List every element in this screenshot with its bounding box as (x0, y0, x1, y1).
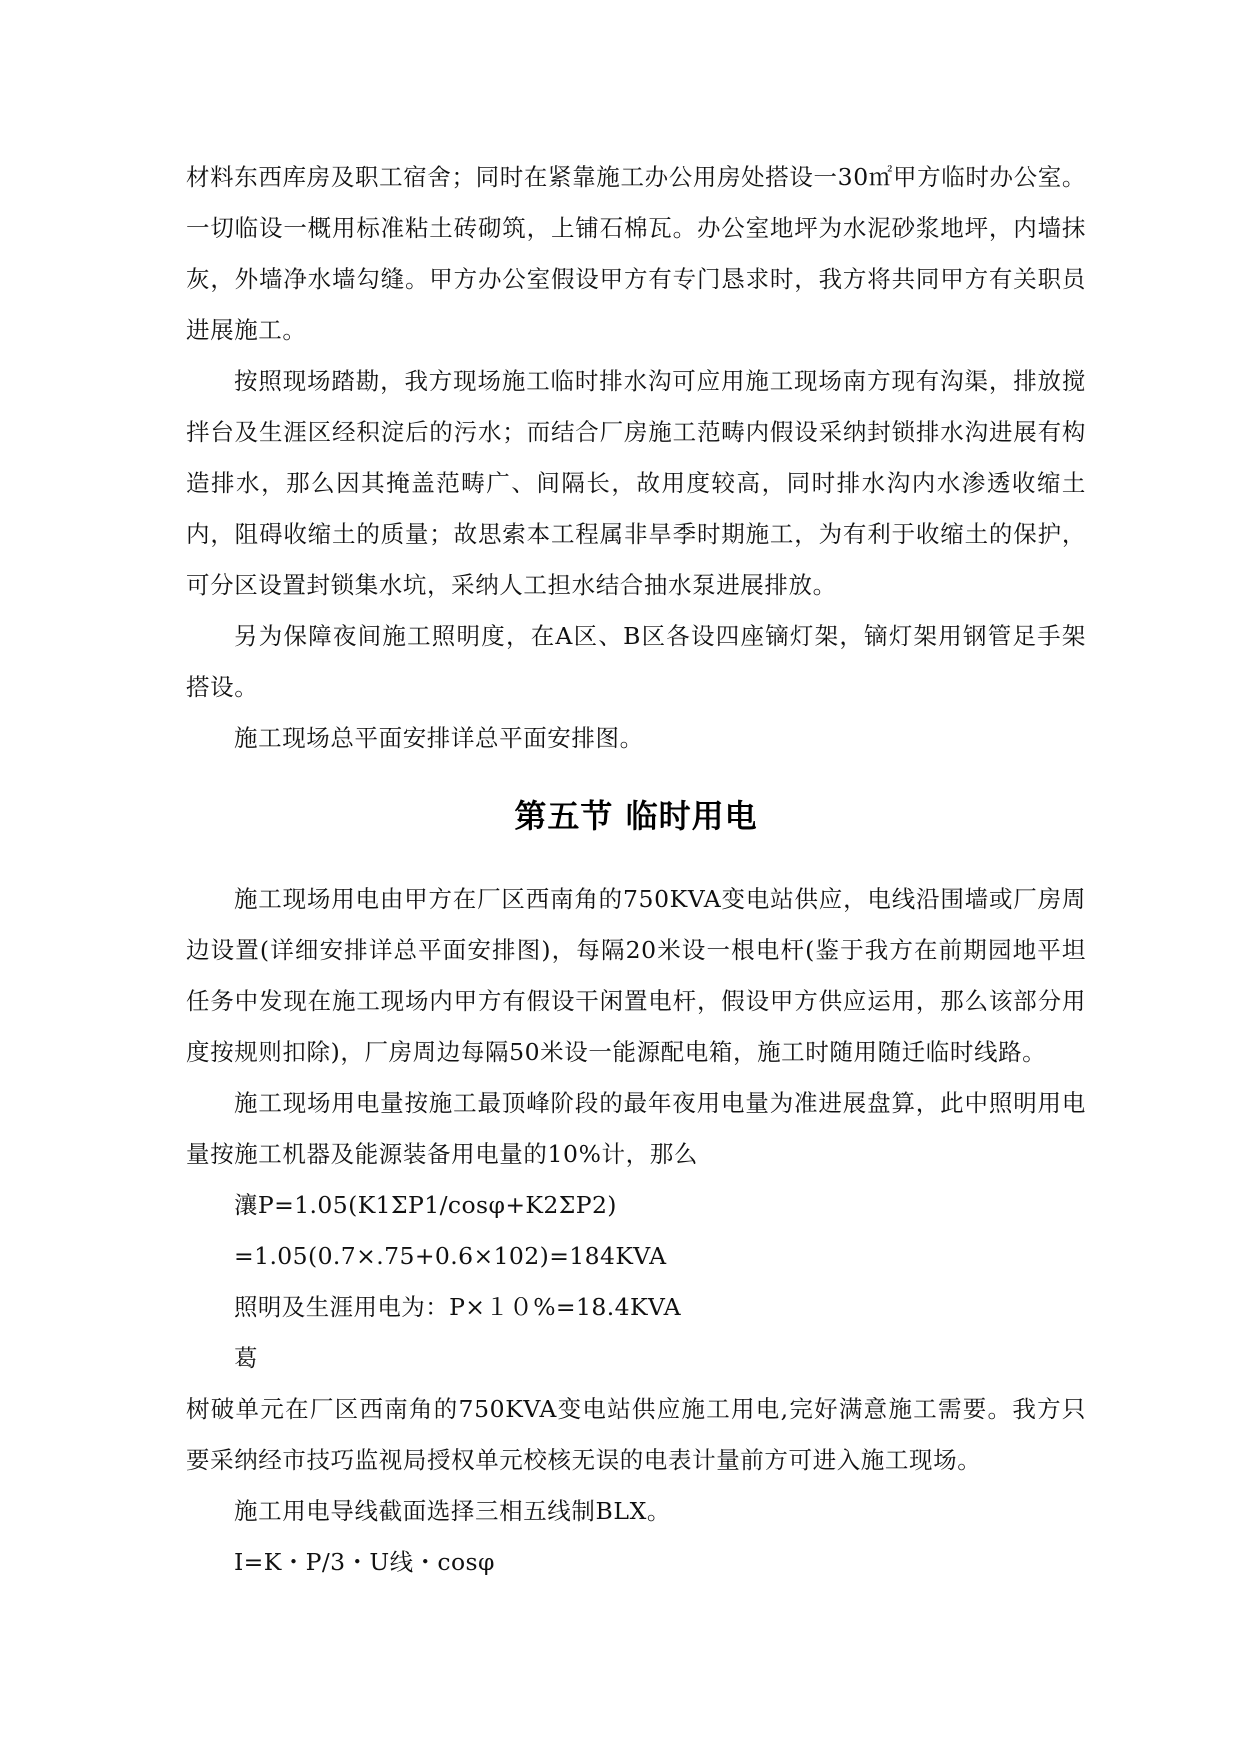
formula-total-power-result: =1.05(0.7×.75+0.6×102)=184KVA (234, 1242, 667, 1270)
paragraph-wire-selection: 施工用电导线截面选择三相五线制BLX。 (234, 1497, 672, 1525)
paragraph-night-lighting: 另为保障夜间施工照明度，在A区、B区各设四座镝灯架，镝灯架用钢管足手架搭设。 (186, 622, 1086, 701)
stray-character: 葛 (234, 1344, 258, 1372)
document-body (186, 152, 1086, 1588)
formula-total-power: 瀼P=1.05(K1ΣP1/cosφ+K2ΣP2) (234, 1191, 617, 1219)
formula-lighting-power: 照明及生涯用电为：P×１０%=18.4KVA (234, 1293, 682, 1321)
paragraph-site-layout: 施工现场总平面安排详总平面安排图。 (234, 724, 644, 752)
section-heading: 第五节 临时用电 (514, 797, 758, 835)
paragraph-power-calculation: 施工现场用电量按施工最顶峰阶段的最年夜用电量为准进展盘算，此中照明用电量按施工机器及能源装备用电量的10%计，那么 (186, 1089, 1086, 1168)
formula-current: I=K・P/3・U线・cosφ (234, 1548, 495, 1576)
paragraph-power-supply: 施工现场用电由甲方在厂区西南角的750KVA变电站供应，电线沿围墙或厂房周边设置(详细安排详总平面安排图)，每隔20米设一根电杆(鉴于我方在前期园地平坦任务中发现在施工现场内甲方有假设干闲置电杆，假设甲方供应运用，那么该部分用度按规则扣除)，厂房周边每隔50米设一能源配电箱，施工时随用随迁临时线路。 (186, 885, 1086, 1066)
paragraph-drainage: 按照现场踏勘，我方现场施工临时排水沟可应用施工现场南方现有沟渠，排放搅拌台及生涯区经积淀后的污水；而结合厂房施工范畴内假设采纳封锁排水沟进展有构造排水，那么因其掩盖范畴广、间隔长，故用度较高，同时排水沟内水渗透收缩土内，阻碍收缩土的质量；故思索本工程属非旱季时期施工，为有利于收缩土的保护，可分区设置封锁集水坑，采纳人工担水结合抽水泵进展排放。 (186, 367, 1086, 599)
paragraph-substation-supply: 树破单元在厂区西南角的750KVA变电站供应施工用电,完好满意施工需要。我方只要采纳经市技巧监视局授权单元校核无误的电表计量前方可进入施工现场。 (186, 1395, 1086, 1474)
paragraph-temporary-facilities: 材料东西库房及职工宿舍；同时在紧靠施工办公用房处搭设一30㎡甲方临时办公室。一切临设一概用标准粘土砖砌筑，上铺石棉瓦。办公室地坪为水泥砂浆地坪，内墙抹灰，外墙净水墙勾缝。甲方办公室假设甲方有专门恳求时，我方将共同甲方有关职员进展施工。 (186, 163, 1086, 344)
